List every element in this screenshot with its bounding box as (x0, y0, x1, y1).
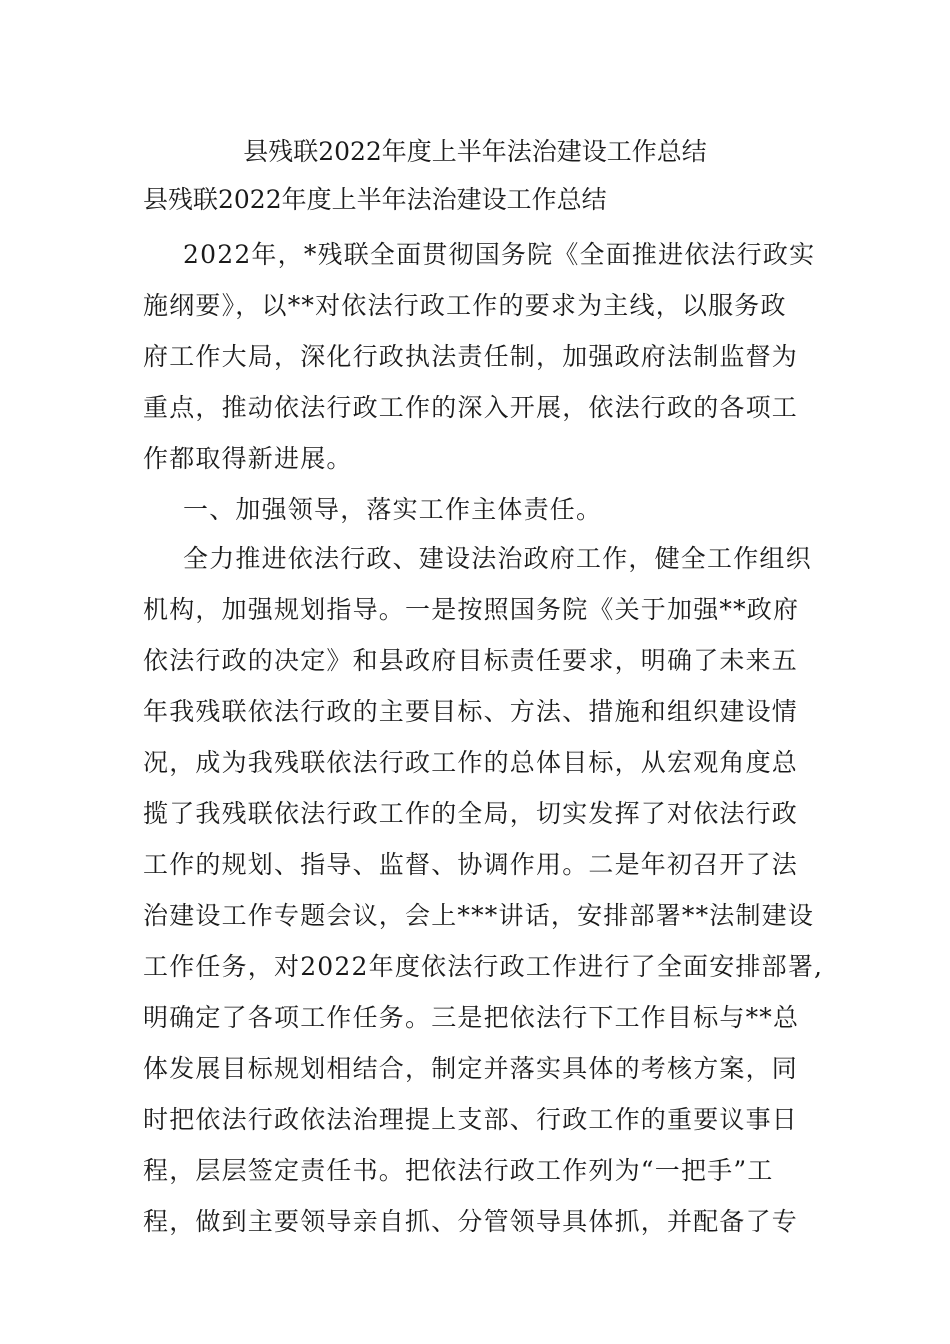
paragraph-line: 年我残联依法行政的主要目标、方法、措施和组织建设情 (143, 697, 799, 726)
paragraph-line: 体发展目标规划相结合，制定并落实具体的考核方案，同 (143, 1054, 799, 1083)
paragraph-line: 时把依法行政依法治理提上支部、行政工作的重要议事日 (143, 1105, 799, 1134)
paragraph-line: 2022年，*残联全面贯彻国务院《全面推进依法行政实 (183, 240, 816, 269)
paragraph-section-1 (143, 533, 824, 1247)
paragraph-line: 工作的规划、指导、监督、协调作用。二是年初召开了法 (143, 850, 799, 879)
document-subtitle: 县残联2022年度上半年法治建设工作总结 (143, 185, 607, 214)
paragraph-line: 程，做到主要领导亲自抓、分管领导具体抓，并配备了专 (143, 1207, 799, 1236)
paragraph-line: 作都取得新进展。 (143, 444, 353, 473)
paragraph-line: 治建设工作专题会议，会上***讲话，安排部署**法制建设 (143, 901, 815, 930)
section-heading-1 (143, 484, 808, 535)
paragraph-line: 工作任务，对2022年度依法行政工作进行了全面安排部署, (143, 952, 824, 981)
paragraph-line: 全力推进依法行政、建设法治政府工作，健全工作组织 (183, 544, 812, 573)
document-title: 县残联2022年度上半年法治建设工作总结 (243, 137, 707, 166)
paragraph-line: 府工作大局，深化行政执法责任制，加强政府法制监督为 (143, 342, 799, 371)
paragraph-line: 揽了我残联依法行政工作的全局，切实发挥了对依法行政 (143, 799, 799, 828)
paragraph-line: 况，成为我残联依法行政工作的总体目标，从宏观角度总 (143, 748, 799, 777)
paragraph-line: 机构，加强规划指导。一是按照国务院《关于加强**政府 (143, 595, 800, 624)
paragraph-intro (143, 229, 816, 484)
heading-line: 一、加强领导，落实工作主体责任。 (183, 495, 603, 524)
paragraph-line: 依法行政的决定》和县政府目标责任要求，明确了未来五 (143, 646, 799, 675)
paragraph-line: 程，层层签定责任书。把依法行政工作列为“一把手”工 (143, 1156, 774, 1185)
paragraph-line: 明确定了各项工作任务。三是把依法行下工作目标与**总 (143, 1003, 800, 1032)
paragraph-line: 施纲要》，以**对依法行政工作的要求为主线，以服务政 (143, 291, 787, 320)
paragraph-line: 重点，推动依法行政工作的深入开展，依法行政的各项工 (143, 393, 799, 422)
